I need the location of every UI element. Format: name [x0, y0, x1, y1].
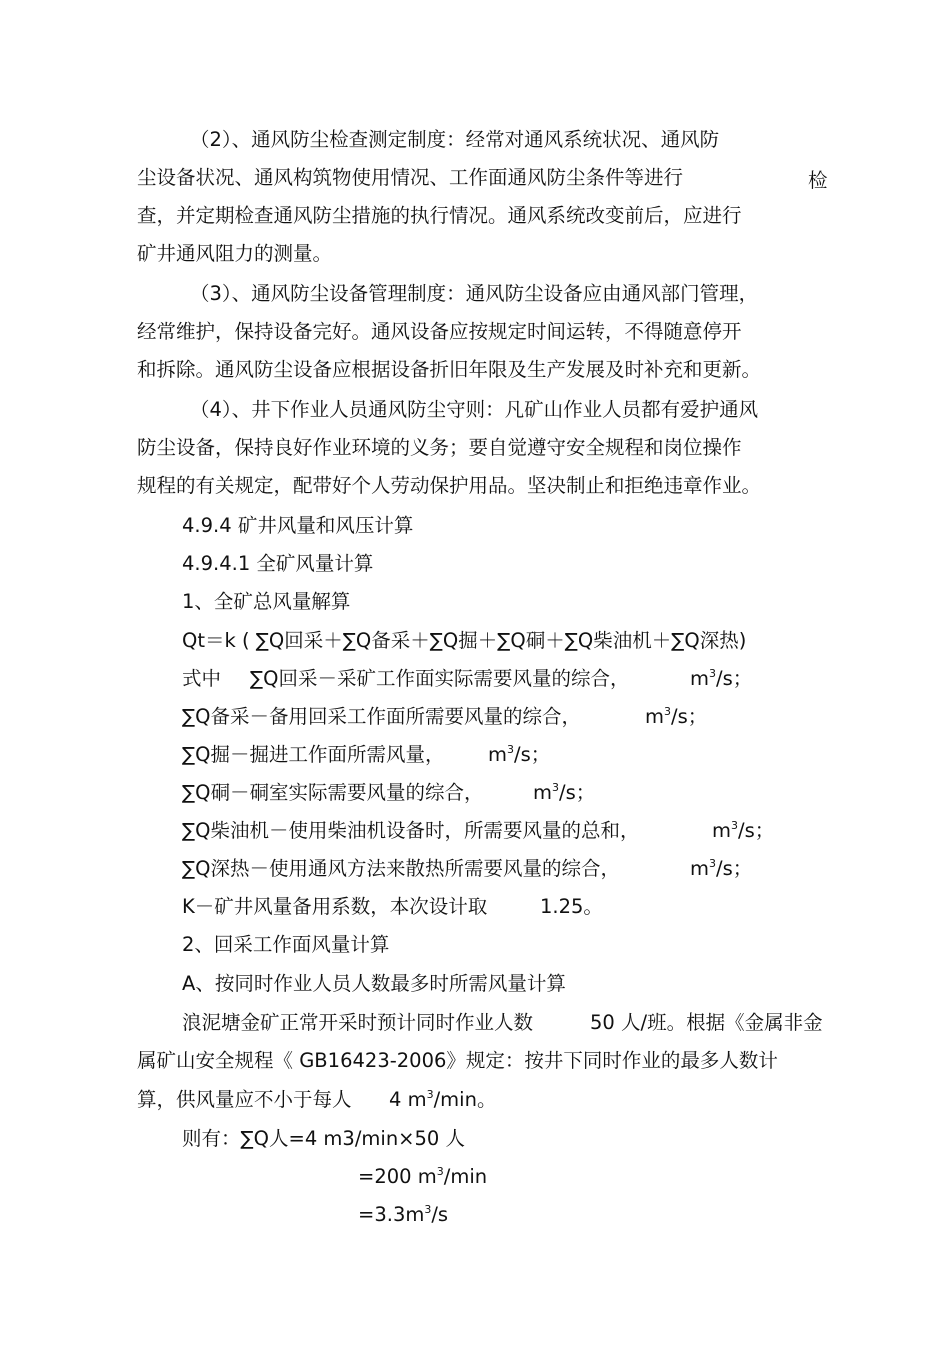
k-coefficient-value: 1.25。	[540, 895, 603, 918]
calc-line1: 则有：∑Q人=4 m3/min×50 人	[182, 1127, 466, 1150]
para4-line3: 规程的有关规定，配带好个人劳动保护用品。坚决制止和拒绝违章作业。	[137, 474, 762, 497]
total-airflow-formula: Qt＝k ( ∑Q回采＋∑Q备采＋∑Q掘＋∑Q硐＋∑Q柴油机＋∑Q深热)	[182, 629, 747, 652]
paraA-line2: 属矿山安全规程《 GB16423-2006》规定：按井下同时作业的最多人数计	[137, 1049, 778, 1072]
item2-title: 2、回采工作面风量计算	[182, 933, 390, 956]
heading-4-9-4-1: 4.9.4.1 全矿风量计算	[182, 552, 374, 575]
definition-unit: $m^3/s$；	[690, 857, 753, 880]
para2-line1: （2）、通风防尘检查测定制度：经常对通风系统状况、通风防	[190, 128, 720, 151]
itemA-title: A、按同时作业人员人数最多时所需风量计算	[182, 972, 566, 995]
k-coefficient-line: K－矿井风量备用系数，本次设计取	[182, 895, 488, 918]
para3-line1: （3）、通风防尘设备管理制度：通风防尘设备应由通风部门管理，	[190, 282, 759, 305]
definition-line: ∑Q备采－备用回采工作面所需要风量的综合，	[182, 705, 581, 728]
paraA-line3-value: 4 $m^3/\min$。	[389, 1088, 497, 1111]
definition-line: ∑Q掘－掘进工作面所需风量，	[182, 743, 445, 766]
definition-line: ∑Q硐－硐室实际需要风量的综合，	[182, 781, 484, 804]
para3-line2: 经常维护，保持设备完好。通风设备应按规定时间运转，不得随意停开	[137, 320, 742, 343]
paraA-line1-tail: 50 人/班。根据《金属非金	[590, 1011, 823, 1034]
definition-unit: $m^3/s$；	[690, 667, 753, 690]
paraA-line3: 算，供风量应不小于每人	[137, 1088, 352, 1111]
para4-line1: （4）、井下作业人员通风防尘守则：凡矿山作业人员都有爱护通风	[190, 398, 759, 421]
para2-line3: 查，并定期检查通风防尘措施的执行情况。通风系统改变前后，应进行	[137, 204, 742, 227]
calc-line2: =200 $m^3/\min$	[358, 1165, 488, 1188]
definition-unit: $m^3/s$；	[645, 705, 708, 728]
para2-line4: 矿井通风阻力的测量。	[137, 242, 333, 265]
definition-unit: $m^3/s$；	[488, 743, 551, 766]
definition-unit: $m^3/s$；	[533, 781, 596, 804]
item1-title: 1、全矿总风量解算	[182, 590, 351, 613]
para3-line3: 和拆除。通风防尘设备应根据设备折旧年限及生产发展及时补充和更新。	[137, 358, 762, 381]
definition-line: ∑Q回采－采矿工作面实际需要风量的综合，	[250, 667, 630, 690]
definition-prefix: 式中	[182, 667, 222, 690]
calc-line3: $=3.3m^3/s$	[358, 1203, 449, 1226]
definition-line: ∑Q深热－使用通风方法来散热所需要风量的综合，	[182, 857, 620, 880]
definition-unit: $m^3/s$；	[712, 819, 775, 842]
definition-line: ∑Q柴油机－使用柴油机设备时，所需要风量的总和，	[182, 819, 640, 842]
heading-4-9-4: 4.9.4 矿井风量和风压计算	[182, 514, 414, 537]
para4-line2: 防尘设备，保持良好作业环境的义务；要自觉遵守安全规程和岗位操作	[137, 436, 742, 459]
paraA-line1: 浪泥塘金矿正常开采时预计同时作业人数	[182, 1011, 534, 1034]
para2-line2: 尘设备状况、通风构筑物使用情况、工作面通风防尘条件等进行	[137, 166, 684, 189]
para2-line2-tail: 检	[808, 169, 828, 192]
